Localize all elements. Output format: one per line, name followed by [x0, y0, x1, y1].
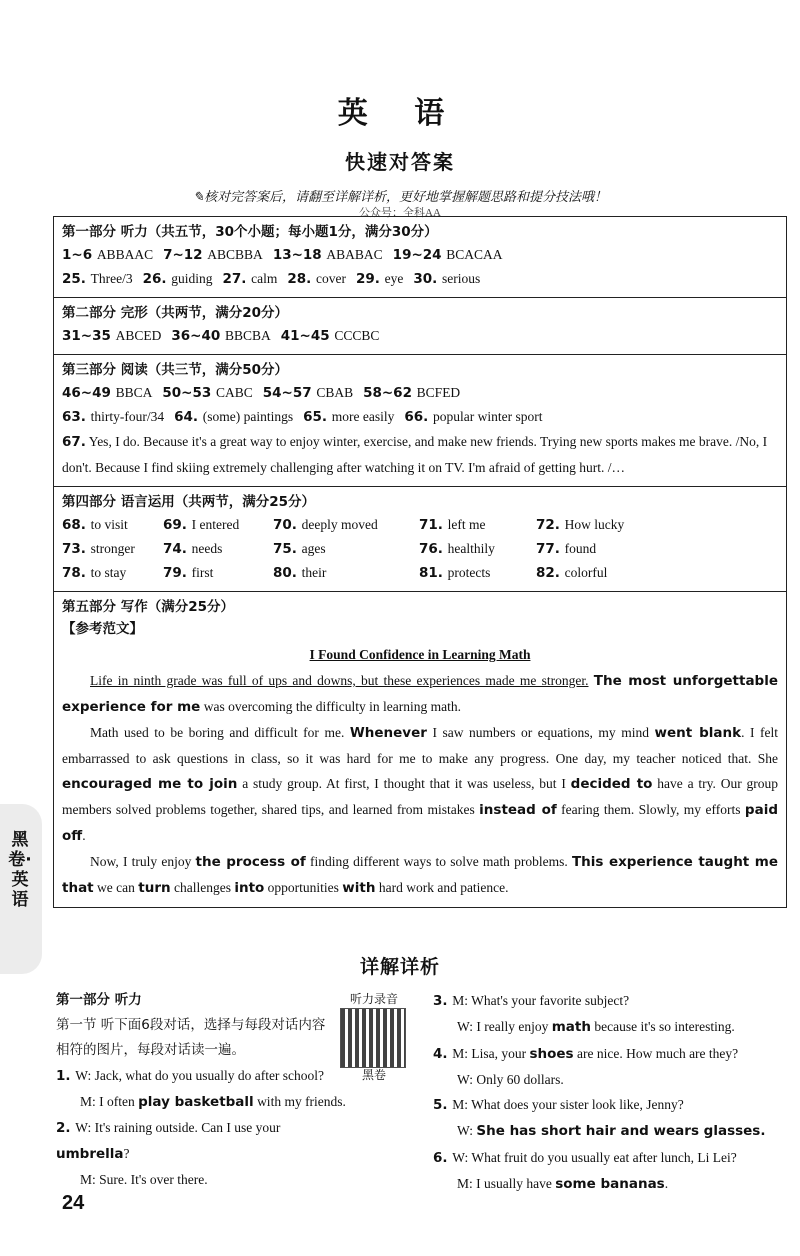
answer-number: 79. [163, 565, 192, 581]
dialogue-number: 3. [433, 993, 453, 1009]
text-run: W: What fruit do you usually eat after lunch, Li Lei? [452, 1149, 737, 1165]
part3-section [54, 354, 786, 486]
grid-answer [62, 561, 163, 585]
answer-item [171, 328, 270, 343]
dialogue-line-1 [433, 1041, 793, 1067]
grid-answer [536, 513, 656, 537]
text-run: a study group. At first, I thought that it was useless, but I [237, 776, 571, 791]
dialogue-item [433, 988, 793, 1041]
answer-number: 30. [413, 271, 442, 287]
answer-item [163, 247, 263, 262]
answer-number: 27. [222, 271, 252, 287]
answer-value: more easily [331, 409, 395, 424]
answer-number: 75. [273, 541, 302, 557]
part2-section [54, 297, 786, 354]
dialogue-number: 6. [433, 1149, 453, 1166]
text-run: we can [93, 880, 139, 895]
text-run: M: I usually have [457, 1176, 556, 1192]
dialogue-line-1 [56, 1115, 346, 1167]
dialogue-item [433, 1145, 793, 1198]
text-run: . [82, 828, 86, 843]
bold-phrase: the process of [195, 854, 306, 870]
answer-item [62, 247, 153, 262]
text-run: W: [457, 1123, 477, 1139]
part5-heading: 第五部分 写作（满分25分） [62, 599, 234, 615]
text-run: ? [123, 1146, 130, 1161]
q67-answer: 67. Yes, I do. Because it's a great way to enjoy winter, exercise, and make new friends. Trying new sports makes me brave. /No, I don't. Because I find skiing extremely challenging after watching it on TV. I'm afraid of getting hurt. /… [62, 434, 768, 475]
answer-item [413, 271, 480, 286]
grid-answer [419, 561, 536, 585]
dialogue-line-2 [56, 1089, 346, 1115]
answer-value: ages [301, 541, 326, 556]
answer-number: 28. [287, 271, 316, 287]
answer-number: 26. [142, 271, 172, 287]
answer-value: healthily [447, 541, 495, 556]
dialogue-number: 1. [56, 1068, 76, 1084]
answer-value: colorful [564, 565, 608, 580]
header-note: ✎核对完答案后，请翻至详解详析，更好地掌握解题思路和提分技法哦！ [193, 190, 607, 205]
text-run: M: What's your favorite subject? [452, 993, 630, 1008]
grid-answer [62, 513, 163, 537]
bold-phrase: encouraged me to join [62, 776, 238, 792]
text-run: . [664, 1176, 669, 1192]
answer-number: 81. [419, 565, 448, 581]
text-run: M: What does your sister look like, Jenny? [452, 1097, 684, 1113]
answer-item [281, 328, 380, 343]
answer-value: CBAB [316, 385, 354, 400]
answer-value: serious [441, 271, 481, 286]
text-run: are nice. How much are they? [573, 1045, 739, 1061]
answer-value: BBCA [115, 385, 153, 400]
answer-item [62, 328, 161, 343]
dialogue-item [433, 1041, 793, 1093]
bold-phrase: math [551, 1019, 591, 1036]
bold-phrase: some bananas [555, 1176, 665, 1193]
answer-value: found [564, 541, 597, 556]
listening-part-label: 第一部分 听力 [56, 992, 142, 1008]
text-run: M: I often [80, 1094, 139, 1109]
answer-item [363, 385, 460, 400]
text-run: . I felt embarrassed to ask questions in class, so it was hard for me to make any progress. One day, my teacher noticed that. She [62, 725, 778, 766]
grid-answer [62, 537, 163, 561]
answer-item [174, 409, 293, 424]
watermark: 公众号：全科AA [359, 207, 441, 219]
answer-item [62, 409, 164, 424]
grid-answer [536, 537, 656, 561]
dialogue-line-2 [433, 1014, 793, 1040]
text-run: with my friends. [253, 1094, 346, 1109]
left-dialogues [56, 1063, 346, 1192]
dialogue-item [433, 1092, 793, 1145]
answer-value: protects [447, 565, 491, 580]
dialogue-line-1 [433, 1145, 793, 1171]
answer-number: 29. [355, 271, 385, 287]
qr-label: 听力录音 [349, 992, 398, 1006]
grid-answer [273, 561, 419, 585]
answer-number: 46~49 [62, 385, 116, 401]
qr-caption: 黑卷 [361, 1068, 386, 1082]
text-run: W: Jack, what do you usually do after school? [75, 1068, 325, 1083]
answer-value: (some) paintings [202, 409, 294, 424]
dialogue-line-1 [56, 1063, 346, 1089]
answer-item [62, 271, 133, 286]
grid-answer [163, 537, 273, 561]
answer-number: 64. [174, 409, 203, 425]
text-run: challenges [170, 880, 235, 895]
answer-value: ABABAC [326, 247, 383, 262]
answer-value: thirty-four/34 [90, 409, 165, 424]
page-subtitle: 快速对答案 [345, 150, 455, 174]
page-title: 英 语 [337, 96, 463, 131]
dialogue-line-2 [433, 1118, 793, 1144]
answer-item [162, 385, 252, 400]
dialogue-item [56, 1115, 346, 1192]
dialogue-number: 2. [56, 1120, 76, 1136]
answer-number: 74. [163, 541, 192, 557]
dialogue-line-1 [433, 988, 793, 1014]
answer-item [356, 271, 403, 286]
bold-phrase: with [342, 880, 376, 896]
dialogue-item [56, 1063, 346, 1115]
details-heading: 详解详析 [359, 956, 440, 978]
answer-value: CABC [215, 385, 253, 400]
dialogue-line-2 [433, 1067, 793, 1092]
part4-heading: 第四部分 语言运用（共两节，满分25分） [62, 494, 315, 510]
answer-value: I entered [191, 517, 240, 532]
bold-phrase: Whenever [349, 725, 427, 741]
text-run: W: I really enjoy [457, 1019, 552, 1035]
answer-item [62, 385, 152, 400]
answer-value: to visit [90, 517, 128, 532]
part1-line2 [62, 267, 778, 291]
answer-number: 69. [163, 517, 192, 533]
answer-number: 54~57 [262, 385, 317, 401]
page-number: 24 [62, 1192, 85, 1214]
text-run: I saw numbers or equations, my mind [426, 725, 655, 740]
answer-value: needs [191, 541, 223, 556]
part5-section [54, 591, 786, 907]
reference-label: 【参考范文】 [62, 621, 143, 637]
details-right-column [433, 988, 793, 1197]
part1-section [54, 217, 786, 297]
text-run: hard work and patience. [375, 880, 509, 895]
answer-number: 78. [62, 565, 91, 581]
bold-phrase: umbrella [56, 1146, 124, 1162]
dialogue-number: 4. [433, 1045, 453, 1062]
answer-value: BBCBA [224, 328, 271, 343]
dialogue-line-1 [433, 1092, 793, 1118]
pencil-icon: ✎ [193, 190, 204, 205]
bold-phrase: shoes [529, 1045, 574, 1062]
grid-answer [163, 513, 273, 537]
answer-value: stronger [90, 541, 135, 556]
answer-value: guiding [171, 271, 213, 286]
grid-answer [273, 537, 419, 561]
answer-value: Three/3 [90, 271, 133, 286]
answer-value: eye [384, 271, 404, 286]
part4-section [54, 486, 786, 591]
grid-answer [273, 513, 419, 537]
bold-phrase: went blank [654, 725, 742, 741]
grid-answer [536, 561, 656, 585]
answer-number: 13~18 [272, 247, 327, 263]
answer-number: 80. [273, 565, 302, 581]
part3-line2 [62, 405, 778, 429]
answer-number: 68. [62, 517, 91, 533]
text-run: W: It's raining outside. Can I use your [75, 1120, 281, 1135]
part3-heading: 第三部分 阅读（共三节，满分50分） [62, 362, 288, 378]
essay-paragraph-3 [62, 849, 778, 901]
answer-item [404, 409, 542, 424]
section-intro: 第一节 听下面6段对话，选择与每段对话内容相符的图片，每段对话读一遍。 [56, 1017, 326, 1058]
answer-value: BCACAA [446, 247, 503, 262]
grid-answer [419, 513, 536, 537]
essay-paragraph-2 [62, 720, 778, 849]
text-run: opportunities [264, 880, 343, 895]
answer-number: 72. [536, 517, 565, 533]
text-run: because it's so interesting. [590, 1019, 735, 1035]
answer-number: 58~62 [363, 385, 417, 401]
answer-number: 1~6 [62, 247, 97, 263]
answer-value: CCCBC [334, 328, 380, 343]
part1-heading: 第一部分 听力（共五节，30个小题；每小题1分，满分30分） [62, 224, 438, 240]
essay-title: I Found Confidence in Learning Math [309, 647, 531, 662]
answer-number: 65. [303, 409, 332, 425]
answer-number: 71. [419, 517, 448, 533]
text-run: M: Sure. It's over there. [80, 1172, 208, 1187]
dialogue-line-2 [433, 1171, 793, 1197]
answer-value: calm [251, 271, 278, 286]
answer-item [273, 247, 383, 262]
details-left-column [56, 988, 346, 1192]
answer-value: BCFED [416, 385, 461, 400]
bold-phrase: turn [138, 880, 171, 896]
answer-value: How lucky [564, 517, 625, 532]
text-run: fearing them. Slowly, my efforts [556, 802, 745, 817]
dialogue-number: 5. [433, 1097, 453, 1114]
answer-number: 50~53 [162, 385, 216, 401]
answer-number: 73. [62, 541, 91, 557]
text-run: M: Lisa, your [452, 1045, 530, 1061]
side-tab-label: 黑卷·英语 [8, 830, 32, 910]
bold-phrase: instead of [479, 802, 557, 818]
answer-item [287, 271, 346, 286]
bold-phrase: play basketball [138, 1094, 254, 1110]
answer-item [143, 271, 213, 286]
part1-line1 [62, 243, 778, 267]
answer-number: 63. [62, 409, 91, 425]
qr-code-icon[interactable] [340, 1008, 406, 1068]
part4-grid [62, 513, 778, 585]
answer-number: 77. [536, 541, 565, 557]
answer-number: 41~45 [280, 328, 335, 344]
text-run: W: Only 60 dollars. [457, 1071, 564, 1087]
answer-value: ABCBBA [207, 247, 263, 262]
answer-number: 19~24 [392, 247, 447, 263]
answer-item [393, 247, 503, 262]
essay-paragraph-1: Life in ninth grade was full of ups and downs, but these experiences made me stronger. The most unforgettable experience for me was overcoming the difficulty in learning math. [62, 673, 778, 715]
part2-line1 [62, 324, 778, 348]
grid-answer [419, 537, 536, 561]
answer-number: 36~40 [171, 328, 225, 344]
answer-number: 25. [62, 271, 91, 287]
answer-value: deeply moved [301, 517, 378, 532]
text-run: finding different ways to solve math problems. [305, 854, 572, 869]
text-run: Now, I truly enjoy [90, 854, 196, 869]
answer-value: ABBAAC [96, 247, 154, 262]
answer-value: left me [447, 517, 486, 532]
answer-value: ABCED [115, 328, 162, 343]
bold-phrase: paid off [62, 802, 778, 844]
answer-number: 82. [536, 565, 565, 581]
answer-value: their [301, 565, 327, 580]
answer-item [263, 385, 353, 400]
bold-phrase: This experience taught me that [62, 854, 779, 896]
answer-item [303, 409, 394, 424]
part3-line1 [62, 381, 778, 405]
answer-number: 31~35 [62, 328, 116, 344]
answer-number: 70. [273, 517, 302, 533]
bold-phrase: decided to [570, 776, 653, 792]
answer-number: 76. [419, 541, 448, 557]
answer-value: cover [316, 271, 346, 286]
answer-item [223, 271, 278, 286]
text-run: Math used to be boring and difficult for me. [90, 725, 350, 740]
text-run: have a try. Our group members solved problems together, shared tips, and learned from mistakes [62, 776, 778, 817]
answer-number: 66. [404, 409, 433, 425]
answer-box [53, 216, 787, 908]
bold-phrase: into [234, 880, 265, 896]
answer-value: first [191, 565, 214, 580]
grid-answer [163, 561, 273, 585]
dialogue-line-2 [56, 1167, 346, 1192]
part2-heading: 第二部分 完形（共两节，满分20分） [62, 305, 288, 321]
answer-value: to stay [90, 565, 127, 580]
bold-phrase: She has short hair and wears glasses. [476, 1123, 766, 1140]
answer-number: 7~12 [163, 247, 208, 263]
answer-value: popular winter sport [432, 409, 543, 424]
